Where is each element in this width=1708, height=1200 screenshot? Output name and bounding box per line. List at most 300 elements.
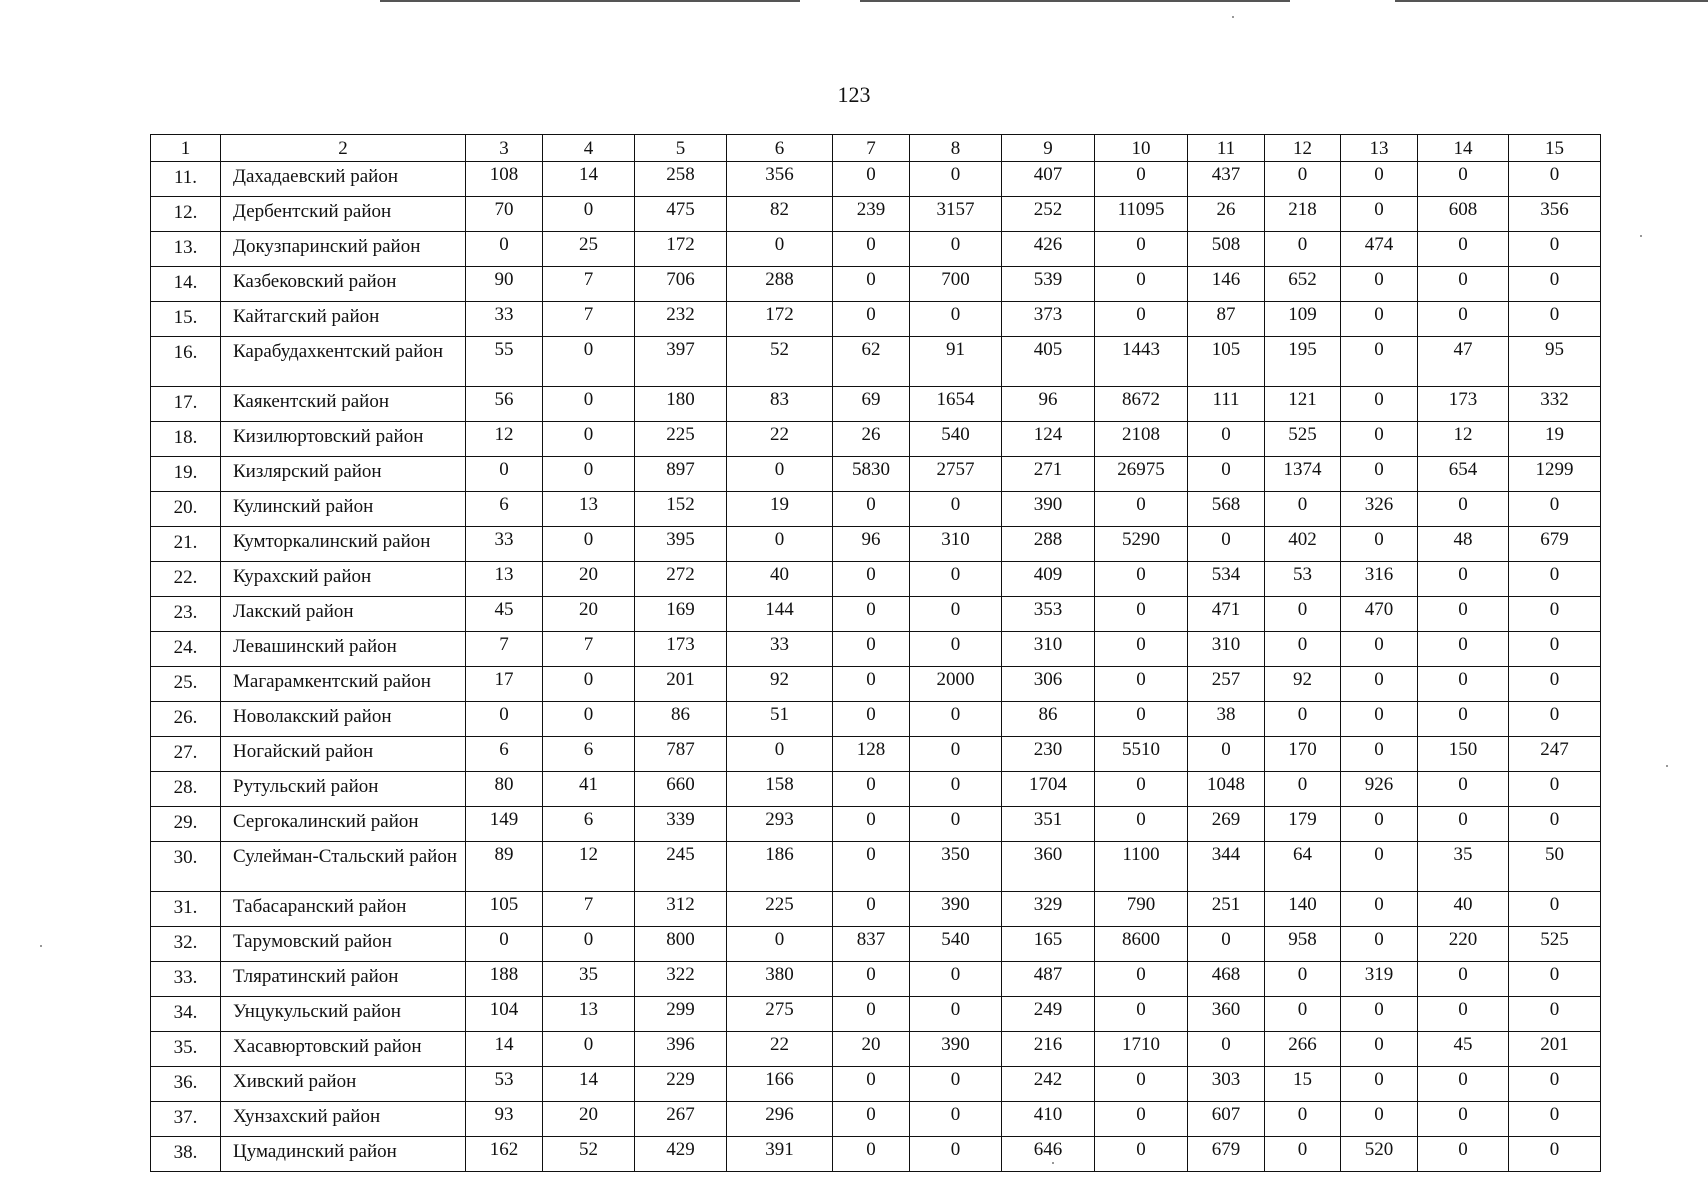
value-cell: 239 bbox=[833, 197, 910, 232]
value-cell: 5290 bbox=[1095, 527, 1188, 562]
value-cell: 390 bbox=[910, 1032, 1002, 1067]
header-row bbox=[151, 135, 1601, 162]
value-cell: 0 bbox=[1265, 772, 1341, 807]
value-cell: 310 bbox=[910, 527, 1002, 562]
district-name: Кайтагский район bbox=[221, 302, 466, 337]
value-cell: 474 bbox=[1341, 232, 1418, 267]
value-cell: 83 bbox=[727, 387, 833, 422]
value-cell: 0 bbox=[910, 1067, 1002, 1102]
value-cell: 0 bbox=[1341, 997, 1418, 1032]
value-cell: 169 bbox=[635, 597, 727, 632]
district-name: Кизлярский район bbox=[221, 457, 466, 492]
value-cell: 0 bbox=[1341, 302, 1418, 337]
value-cell: 0 bbox=[910, 702, 1002, 737]
value-cell: 0 bbox=[1265, 962, 1341, 997]
scan-speck bbox=[1666, 765, 1668, 767]
value-cell: 267 bbox=[635, 1102, 727, 1137]
value-cell: 275 bbox=[727, 997, 833, 1032]
value-cell: 397 bbox=[635, 337, 727, 387]
value-cell: 91 bbox=[910, 337, 1002, 387]
value-cell: 2000 bbox=[910, 667, 1002, 702]
value-cell: 0 bbox=[910, 737, 1002, 772]
value-cell: 405 bbox=[1002, 337, 1095, 387]
value-cell: 33 bbox=[727, 632, 833, 667]
value-cell: 92 bbox=[727, 667, 833, 702]
column-header: 10 bbox=[1095, 135, 1188, 162]
table-row bbox=[151, 387, 1601, 422]
district-name: Кулинский район bbox=[221, 492, 466, 527]
value-cell: 20 bbox=[543, 597, 635, 632]
value-cell: 8672 bbox=[1095, 387, 1188, 422]
value-cell: 33 bbox=[466, 527, 543, 562]
value-cell: 310 bbox=[1188, 632, 1265, 667]
value-cell: 356 bbox=[1509, 197, 1601, 232]
value-cell: 0 bbox=[1188, 457, 1265, 492]
value-cell: 51 bbox=[727, 702, 833, 737]
value-cell: 303 bbox=[1188, 1067, 1265, 1102]
value-cell: 218 bbox=[1265, 197, 1341, 232]
value-cell: 660 bbox=[635, 772, 727, 807]
value-cell: 7 bbox=[543, 302, 635, 337]
value-cell: 173 bbox=[635, 632, 727, 667]
value-cell: 0 bbox=[1265, 997, 1341, 1032]
value-cell: 0 bbox=[833, 267, 910, 302]
row-number: 24. bbox=[151, 632, 221, 667]
value-cell: 0 bbox=[727, 232, 833, 267]
value-cell: 179 bbox=[1265, 807, 1341, 842]
value-cell: 0 bbox=[910, 632, 1002, 667]
table-row bbox=[151, 302, 1601, 337]
value-cell: 0 bbox=[1265, 702, 1341, 737]
district-name: Левашинский район bbox=[221, 632, 466, 667]
scan-speck bbox=[1232, 16, 1234, 18]
table-row bbox=[151, 632, 1601, 667]
value-cell: 0 bbox=[1341, 267, 1418, 302]
value-cell: 86 bbox=[1002, 702, 1095, 737]
value-cell: 0 bbox=[1341, 162, 1418, 197]
value-cell: 380 bbox=[727, 962, 833, 997]
value-cell: 14 bbox=[466, 1032, 543, 1067]
value-cell: 296 bbox=[727, 1102, 833, 1137]
value-cell: 0 bbox=[1095, 162, 1188, 197]
district-name: Казбековский район bbox=[221, 267, 466, 302]
value-cell: 55 bbox=[466, 337, 543, 387]
value-cell: 172 bbox=[727, 302, 833, 337]
value-cell: 195 bbox=[1265, 337, 1341, 387]
value-cell: 409 bbox=[1002, 562, 1095, 597]
table-row bbox=[151, 527, 1601, 562]
value-cell: 0 bbox=[1418, 1102, 1509, 1137]
value-cell: 787 bbox=[635, 737, 727, 772]
value-cell: 162 bbox=[466, 1137, 543, 1172]
value-cell: 0 bbox=[1188, 1032, 1265, 1067]
value-cell: 0 bbox=[1341, 1032, 1418, 1067]
value-cell: 1100 bbox=[1095, 842, 1188, 892]
value-cell: 1299 bbox=[1509, 457, 1601, 492]
value-cell: 40 bbox=[727, 562, 833, 597]
value-cell: 258 bbox=[635, 162, 727, 197]
value-cell: 332 bbox=[1509, 387, 1601, 422]
column-header: 2 bbox=[221, 135, 466, 162]
district-name: Сулейман-Стальский район bbox=[221, 842, 466, 892]
value-cell: 12 bbox=[1418, 422, 1509, 457]
value-cell: 0 bbox=[543, 422, 635, 457]
value-cell: 0 bbox=[543, 527, 635, 562]
value-cell: 152 bbox=[635, 492, 727, 527]
value-cell: 0 bbox=[1509, 632, 1601, 667]
value-cell: 0 bbox=[833, 302, 910, 337]
row-number: 26. bbox=[151, 702, 221, 737]
value-cell: 87 bbox=[1188, 302, 1265, 337]
value-cell: 0 bbox=[1265, 1137, 1341, 1172]
value-cell: 525 bbox=[1509, 927, 1601, 962]
value-cell: 607 bbox=[1188, 1102, 1265, 1137]
value-cell: 165 bbox=[1002, 927, 1095, 962]
value-cell: 7 bbox=[466, 632, 543, 667]
column-header: 14 bbox=[1418, 135, 1509, 162]
table-row bbox=[151, 997, 1601, 1032]
value-cell: 12 bbox=[466, 422, 543, 457]
value-cell: 2757 bbox=[910, 457, 1002, 492]
district-name: Тляратинский район bbox=[221, 962, 466, 997]
value-cell: 5510 bbox=[1095, 737, 1188, 772]
value-cell: 293 bbox=[727, 807, 833, 842]
row-number: 33. bbox=[151, 962, 221, 997]
value-cell: 326 bbox=[1341, 492, 1418, 527]
value-cell: 12 bbox=[543, 842, 635, 892]
row-number: 32. bbox=[151, 927, 221, 962]
value-cell: 0 bbox=[543, 197, 635, 232]
top-rule-right bbox=[1395, 0, 1708, 2]
value-cell: 0 bbox=[833, 162, 910, 197]
value-cell: 0 bbox=[1418, 267, 1509, 302]
value-cell: 249 bbox=[1002, 997, 1095, 1032]
data-table bbox=[150, 134, 1601, 1172]
value-cell: 271 bbox=[1002, 457, 1095, 492]
value-cell: 89 bbox=[466, 842, 543, 892]
row-number: 16. bbox=[151, 337, 221, 387]
value-cell: 166 bbox=[727, 1067, 833, 1102]
value-cell: 0 bbox=[910, 962, 1002, 997]
value-cell: 0 bbox=[833, 667, 910, 702]
value-cell: 0 bbox=[1509, 1102, 1601, 1137]
row-number: 25. bbox=[151, 667, 221, 702]
table-row bbox=[151, 1102, 1601, 1137]
table-row bbox=[151, 702, 1601, 737]
value-cell: 790 bbox=[1095, 892, 1188, 927]
value-cell: 0 bbox=[727, 527, 833, 562]
value-cell: 0 bbox=[1418, 1067, 1509, 1102]
value-cell: 1443 bbox=[1095, 337, 1188, 387]
value-cell: 41 bbox=[543, 772, 635, 807]
table-row bbox=[151, 1032, 1601, 1067]
value-cell: 33 bbox=[466, 302, 543, 337]
value-cell: 0 bbox=[1418, 702, 1509, 737]
value-cell: 13 bbox=[466, 562, 543, 597]
value-cell: 0 bbox=[543, 702, 635, 737]
table-row bbox=[151, 927, 1601, 962]
value-cell: 25 bbox=[543, 232, 635, 267]
value-cell: 0 bbox=[727, 927, 833, 962]
value-cell: 70 bbox=[466, 197, 543, 232]
value-cell: 0 bbox=[1188, 737, 1265, 772]
value-cell: 0 bbox=[1418, 1137, 1509, 1172]
value-cell: 64 bbox=[1265, 842, 1341, 892]
value-cell: 201 bbox=[635, 667, 727, 702]
column-header: 7 bbox=[833, 135, 910, 162]
value-cell: 144 bbox=[727, 597, 833, 632]
value-cell: 312 bbox=[635, 892, 727, 927]
value-cell: 437 bbox=[1188, 162, 1265, 197]
value-cell: 1654 bbox=[910, 387, 1002, 422]
value-cell: 0 bbox=[1341, 1102, 1418, 1137]
value-cell: 0 bbox=[1509, 597, 1601, 632]
district-name: Сергокалинский район bbox=[221, 807, 466, 842]
value-cell: 356 bbox=[727, 162, 833, 197]
value-cell: 0 bbox=[833, 807, 910, 842]
value-cell: 247 bbox=[1509, 737, 1601, 772]
value-cell: 0 bbox=[543, 667, 635, 702]
value-cell: 520 bbox=[1341, 1137, 1418, 1172]
value-cell: 0 bbox=[1509, 1137, 1601, 1172]
district-name: Дербентский район bbox=[221, 197, 466, 232]
value-cell: 93 bbox=[466, 1102, 543, 1137]
value-cell: 0 bbox=[1418, 807, 1509, 842]
table-row bbox=[151, 232, 1601, 267]
value-cell: 0 bbox=[466, 457, 543, 492]
row-number: 31. bbox=[151, 892, 221, 927]
value-cell: 0 bbox=[910, 1102, 1002, 1137]
value-cell: 0 bbox=[1095, 997, 1188, 1032]
value-cell: 0 bbox=[727, 457, 833, 492]
value-cell: 170 bbox=[1265, 737, 1341, 772]
value-cell: 706 bbox=[635, 267, 727, 302]
value-cell: 105 bbox=[1188, 337, 1265, 387]
scan-speck bbox=[40, 945, 42, 947]
value-cell: 20 bbox=[833, 1032, 910, 1067]
row-number: 35. bbox=[151, 1032, 221, 1067]
value-cell: 96 bbox=[1002, 387, 1095, 422]
value-cell: 0 bbox=[1509, 702, 1601, 737]
value-cell: 124 bbox=[1002, 422, 1095, 457]
value-cell: 173 bbox=[1418, 387, 1509, 422]
value-cell: 0 bbox=[1341, 927, 1418, 962]
value-cell: 0 bbox=[833, 597, 910, 632]
value-cell: 0 bbox=[1509, 807, 1601, 842]
value-cell: 353 bbox=[1002, 597, 1095, 632]
district-name: Ногайский район bbox=[221, 737, 466, 772]
table-row bbox=[151, 1067, 1601, 1102]
value-cell: 0 bbox=[1509, 892, 1601, 927]
value-cell: 257 bbox=[1188, 667, 1265, 702]
value-cell: 0 bbox=[1341, 842, 1418, 892]
value-cell: 2108 bbox=[1095, 422, 1188, 457]
value-cell: 0 bbox=[833, 562, 910, 597]
value-cell: 86 bbox=[635, 702, 727, 737]
value-cell: 90 bbox=[466, 267, 543, 302]
value-cell: 188 bbox=[466, 962, 543, 997]
value-cell: 0 bbox=[543, 457, 635, 492]
column-header: 1 bbox=[151, 135, 221, 162]
value-cell: 0 bbox=[1509, 562, 1601, 597]
value-cell: 216 bbox=[1002, 1032, 1095, 1067]
value-cell: 53 bbox=[466, 1067, 543, 1102]
value-cell: 229 bbox=[635, 1067, 727, 1102]
value-cell: 69 bbox=[833, 387, 910, 422]
value-cell: 0 bbox=[1418, 667, 1509, 702]
value-cell: 0 bbox=[833, 632, 910, 667]
value-cell: 0 bbox=[1418, 492, 1509, 527]
district-name: Тарумовский район bbox=[221, 927, 466, 962]
value-cell: 0 bbox=[1341, 527, 1418, 562]
value-cell: 429 bbox=[635, 1137, 727, 1172]
value-cell: 50 bbox=[1509, 842, 1601, 892]
row-number: 29. bbox=[151, 807, 221, 842]
value-cell: 288 bbox=[1002, 527, 1095, 562]
row-number: 18. bbox=[151, 422, 221, 457]
district-name: Докузпаринский район bbox=[221, 232, 466, 267]
value-cell: 0 bbox=[833, 842, 910, 892]
value-cell: 269 bbox=[1188, 807, 1265, 842]
value-cell: 0 bbox=[1418, 232, 1509, 267]
row-number: 37. bbox=[151, 1102, 221, 1137]
value-cell: 402 bbox=[1265, 527, 1341, 562]
value-cell: 0 bbox=[1418, 562, 1509, 597]
value-cell: 26 bbox=[1188, 197, 1265, 232]
district-name: Лакский район bbox=[221, 597, 466, 632]
row-number: 17. bbox=[151, 387, 221, 422]
value-cell: 6 bbox=[543, 737, 635, 772]
value-cell: 0 bbox=[1418, 162, 1509, 197]
value-cell: 391 bbox=[727, 1137, 833, 1172]
district-name: Хасавюртовский район bbox=[221, 1032, 466, 1067]
value-cell: 0 bbox=[1509, 997, 1601, 1032]
value-cell: 14 bbox=[543, 1067, 635, 1102]
value-cell: 540 bbox=[910, 927, 1002, 962]
column-header: 11 bbox=[1188, 135, 1265, 162]
value-cell: 568 bbox=[1188, 492, 1265, 527]
value-cell: 7 bbox=[543, 892, 635, 927]
table-row bbox=[151, 597, 1601, 632]
value-cell: 19 bbox=[727, 492, 833, 527]
value-cell: 410 bbox=[1002, 1102, 1095, 1137]
value-cell: 0 bbox=[1341, 197, 1418, 232]
value-cell: 35 bbox=[1418, 842, 1509, 892]
value-cell: 0 bbox=[1341, 422, 1418, 457]
value-cell: 0 bbox=[466, 927, 543, 962]
value-cell: 0 bbox=[1265, 632, 1341, 667]
value-cell: 48 bbox=[1418, 527, 1509, 562]
value-cell: 350 bbox=[910, 842, 1002, 892]
value-cell: 53 bbox=[1265, 562, 1341, 597]
value-cell: 0 bbox=[910, 772, 1002, 807]
district-name: Курахский район bbox=[221, 562, 466, 597]
value-cell: 0 bbox=[1188, 927, 1265, 962]
value-cell: 0 bbox=[1265, 232, 1341, 267]
value-cell: 201 bbox=[1509, 1032, 1601, 1067]
table-row bbox=[151, 162, 1601, 197]
table-row bbox=[151, 737, 1601, 772]
value-cell: 508 bbox=[1188, 232, 1265, 267]
value-cell: 288 bbox=[727, 267, 833, 302]
row-number: 30. bbox=[151, 842, 221, 892]
value-cell: 0 bbox=[1418, 597, 1509, 632]
value-cell: 0 bbox=[1341, 702, 1418, 737]
value-cell: 0 bbox=[1095, 1137, 1188, 1172]
district-name: Табасаранский район bbox=[221, 892, 466, 927]
value-cell: 180 bbox=[635, 387, 727, 422]
value-cell: 475 bbox=[635, 197, 727, 232]
value-cell: 5830 bbox=[833, 457, 910, 492]
district-name: Хивский район bbox=[221, 1067, 466, 1102]
column-header: 9 bbox=[1002, 135, 1095, 162]
value-cell: 150 bbox=[1418, 737, 1509, 772]
value-cell: 146 bbox=[1188, 267, 1265, 302]
value-cell: 679 bbox=[1188, 1137, 1265, 1172]
value-cell: 0 bbox=[1095, 1067, 1188, 1102]
value-cell: 0 bbox=[1095, 267, 1188, 302]
value-cell: 1374 bbox=[1265, 457, 1341, 492]
value-cell: 0 bbox=[1095, 772, 1188, 807]
column-header: 3 bbox=[466, 135, 543, 162]
value-cell: 52 bbox=[727, 337, 833, 387]
value-cell: 0 bbox=[1095, 597, 1188, 632]
value-cell: 0 bbox=[1509, 232, 1601, 267]
value-cell: 395 bbox=[635, 527, 727, 562]
value-cell: 20 bbox=[543, 562, 635, 597]
value-cell: 407 bbox=[1002, 162, 1095, 197]
value-cell: 104 bbox=[466, 997, 543, 1032]
value-cell: 0 bbox=[1418, 772, 1509, 807]
value-cell: 322 bbox=[635, 962, 727, 997]
row-number: 22. bbox=[151, 562, 221, 597]
value-cell: 47 bbox=[1418, 337, 1509, 387]
value-cell: 0 bbox=[833, 1102, 910, 1137]
value-cell: 0 bbox=[1095, 632, 1188, 667]
value-cell: 360 bbox=[1188, 997, 1265, 1032]
value-cell: 0 bbox=[1509, 302, 1601, 337]
value-cell: 0 bbox=[1341, 337, 1418, 387]
row-number: 34. bbox=[151, 997, 221, 1032]
table-row bbox=[151, 562, 1601, 597]
value-cell: 0 bbox=[1095, 492, 1188, 527]
value-cell: 0 bbox=[1418, 632, 1509, 667]
district-name: Дахадаевский район bbox=[221, 162, 466, 197]
value-cell: 20 bbox=[543, 1102, 635, 1137]
value-cell: 13 bbox=[543, 997, 635, 1032]
row-number: 20. bbox=[151, 492, 221, 527]
value-cell: 140 bbox=[1265, 892, 1341, 927]
column-header: 5 bbox=[635, 135, 727, 162]
value-cell: 0 bbox=[833, 772, 910, 807]
value-cell: 0 bbox=[910, 232, 1002, 267]
value-cell: 26 bbox=[833, 422, 910, 457]
column-header: 15 bbox=[1509, 135, 1601, 162]
district-name: Рутульский район bbox=[221, 772, 466, 807]
row-number: 38. bbox=[151, 1137, 221, 1172]
value-cell: 15 bbox=[1265, 1067, 1341, 1102]
value-cell: 0 bbox=[833, 1067, 910, 1102]
page-number: 123 bbox=[837, 82, 871, 107]
value-cell: 0 bbox=[466, 702, 543, 737]
table-row bbox=[151, 337, 1601, 387]
district-name: Кизилюртовский район bbox=[221, 422, 466, 457]
value-cell: 329 bbox=[1002, 892, 1095, 927]
value-cell: 351 bbox=[1002, 807, 1095, 842]
column-header: 13 bbox=[1341, 135, 1418, 162]
value-cell: 0 bbox=[833, 702, 910, 737]
value-cell: 0 bbox=[1265, 597, 1341, 632]
